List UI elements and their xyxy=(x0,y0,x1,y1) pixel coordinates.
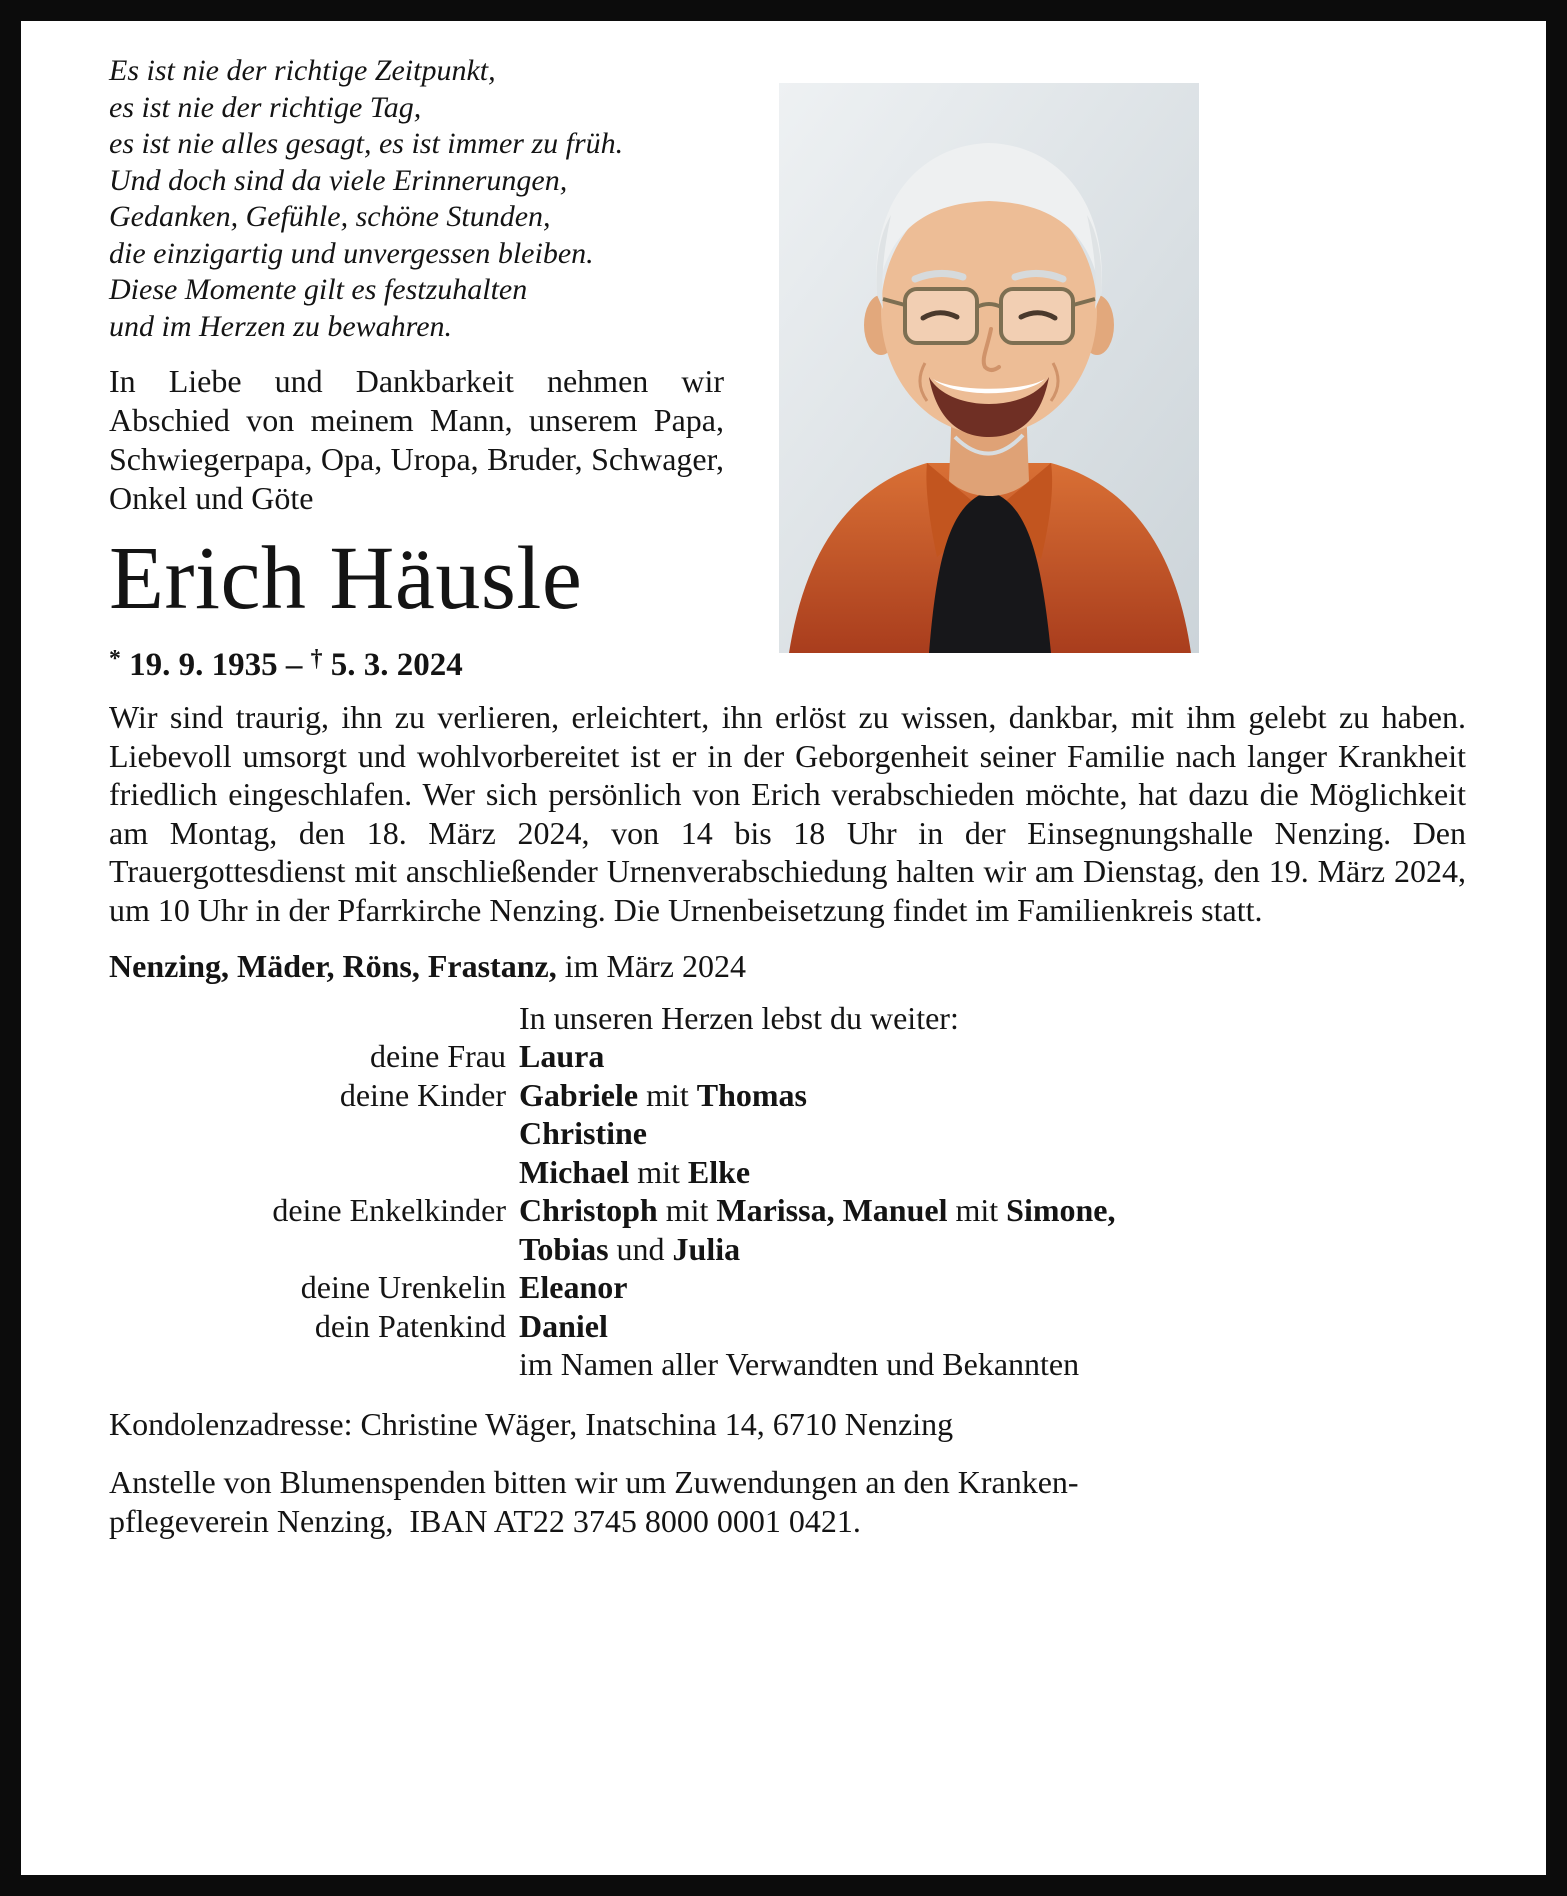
family-member-name: Eleanor xyxy=(519,1269,628,1306)
poem-line: Diese Momente gilt es festzuhalten xyxy=(109,273,528,306)
poem-line: Es ist nie der richtige Zeitpunkt, xyxy=(109,54,496,87)
poem-line: die einzigartig und unvergessen bleiben. xyxy=(109,236,594,270)
family-member-name: Simone, xyxy=(1006,1192,1116,1229)
left-column xyxy=(109,53,749,684)
family-row xyxy=(109,1153,1466,1192)
family-connector-text: mit xyxy=(657,1192,717,1229)
donation-note xyxy=(109,1463,1466,1541)
family-row xyxy=(109,1307,1466,1346)
family-row xyxy=(109,1114,1466,1153)
birth-date: 19. 9. 1935 xyxy=(129,647,278,684)
family-member-name: Daniel xyxy=(519,1307,608,1344)
death-date: 5. 3. 2024 xyxy=(330,647,463,684)
family-member-name: Julia xyxy=(672,1230,741,1267)
family-member-name: Christoph xyxy=(519,1192,658,1229)
family-names xyxy=(506,1345,1079,1384)
life-dates xyxy=(109,646,749,684)
poem-line: und im Herzen zu bewahren. xyxy=(109,309,453,343)
family-relation-label: deine Kinder xyxy=(339,1076,506,1113)
location-month: im März 2024 xyxy=(564,947,746,984)
family-connector-text: und xyxy=(608,1230,673,1267)
dates-separator: – xyxy=(285,647,303,684)
family-row xyxy=(109,999,1466,1038)
family-relation-label: deine Frau xyxy=(370,1038,506,1075)
death-cross-symbol: † xyxy=(310,646,323,672)
family-names xyxy=(506,1307,608,1346)
poem xyxy=(109,53,749,345)
family-row xyxy=(109,1076,1466,1115)
family-names xyxy=(506,1268,627,1307)
family-connector-text: mit xyxy=(638,1076,697,1113)
poem-line: es ist nie alles gesagt, es ist immer zu früh. xyxy=(109,127,624,160)
family-names xyxy=(506,1191,1115,1230)
portrait-photo xyxy=(779,83,1199,653)
family-member-name: Michael xyxy=(519,1153,630,1190)
family-relation-label: deine Enkelkinder xyxy=(272,1192,506,1229)
poem-line: Und doch sind da viele Erinnerungen, xyxy=(109,163,568,197)
family-row xyxy=(109,1191,1466,1230)
family-names xyxy=(506,1076,807,1115)
location-places: Nenzing, Mäder, Röns, Frastanz, xyxy=(109,947,557,984)
announcement-text: Wir sind traurig, ihn zu verlieren, erleichtert, ihn erlöst zu wissen, dankbar, mit ihm gelebt zu haben. Liebevoll umsorgt und wohlvorbereitet ist er in der Geborgenheit seiner Familie nach langer Krankheit friedlich eingeschlafen. Wer sich persönlich von Erich verabschieden möchte, hat dazu die Möglichkeit am Montag, den 18. März 2024, von 14 bis 18 Uhr in der Einsegnungshalle Nenzing. Den Trauergottesdienst mit anschließender Urnenverabschiedung halten wir am Dienstag, den 19. März 2024, um 10 Uhr in der Pfarrkirche Nenzing. Die Urnenbeisetzung findet im Familienkreis statt. xyxy=(109,699,1466,928)
location-date-line xyxy=(109,948,1466,985)
obituary-paper xyxy=(21,21,1546,1875)
portrait-illustration xyxy=(779,83,1199,653)
poem-line: Gedanken, Gefühle, schöne Stunden, xyxy=(109,200,551,233)
family-names xyxy=(506,1153,750,1192)
family-connector-text: mit xyxy=(629,1153,688,1190)
family-row xyxy=(109,1230,1466,1269)
family-row xyxy=(109,1037,1466,1076)
family-member-name: Gabriele xyxy=(519,1076,639,1113)
family-relation-label xyxy=(109,1230,506,1269)
deceased-name: Erich Häusle xyxy=(109,529,583,628)
family-relation-label xyxy=(109,1153,506,1192)
condolence-address: Kondolenzadresse: Christine Wäger, Inatschina 14, 6710 Nenzing xyxy=(109,1405,954,1442)
donation-line-2: pflegeverein Nenzing, IBAN AT22 3745 8000 0001 0421. xyxy=(109,1502,861,1539)
family-names xyxy=(506,1114,647,1153)
birth-star-symbol: * xyxy=(109,646,121,672)
poem-line: es ist nie der richtige Tag, xyxy=(109,90,422,124)
family-names xyxy=(506,1037,604,1076)
family-relation-label xyxy=(109,999,506,1038)
top-section xyxy=(109,53,1466,684)
family-member-name: Christine xyxy=(519,1115,647,1152)
family-names xyxy=(506,1230,740,1269)
family-member-name: Elke xyxy=(687,1153,751,1190)
family-connector-text: In unseren Herzen lebst du weiter: xyxy=(519,999,959,1036)
family-names xyxy=(506,999,959,1038)
family-relation-label xyxy=(109,1345,506,1384)
family-relation-label: deine Urenkelin xyxy=(300,1269,506,1306)
family-connector-text: im Namen aller Verwandten und Bekannten xyxy=(519,1346,1080,1383)
family-row xyxy=(109,1268,1466,1307)
family-table xyxy=(109,999,1466,1384)
donation-line-1: Anstelle von Blumenspenden bitten wir um Zuwendungen an den Kranken- xyxy=(109,1463,1079,1500)
family-member-name: Laura xyxy=(519,1038,605,1075)
family-row xyxy=(109,1345,1466,1384)
intro-text: In Liebe und Dankbarkeit nehmen wir Abschied von meinem Mann, unserem Papa, Schwiegerpapa, Opa, Uropa, Bruder, Schwager, Onkel und Göte xyxy=(109,363,724,516)
family-member-name: Marissa, Manuel xyxy=(716,1192,948,1229)
family-member-name: Tobias xyxy=(519,1230,609,1267)
family-member-name: Thomas xyxy=(696,1076,807,1113)
family-connector-text: mit xyxy=(947,1192,1007,1229)
family-relation-label xyxy=(109,1114,506,1153)
family-relation-label: dein Patenkind xyxy=(314,1307,506,1344)
